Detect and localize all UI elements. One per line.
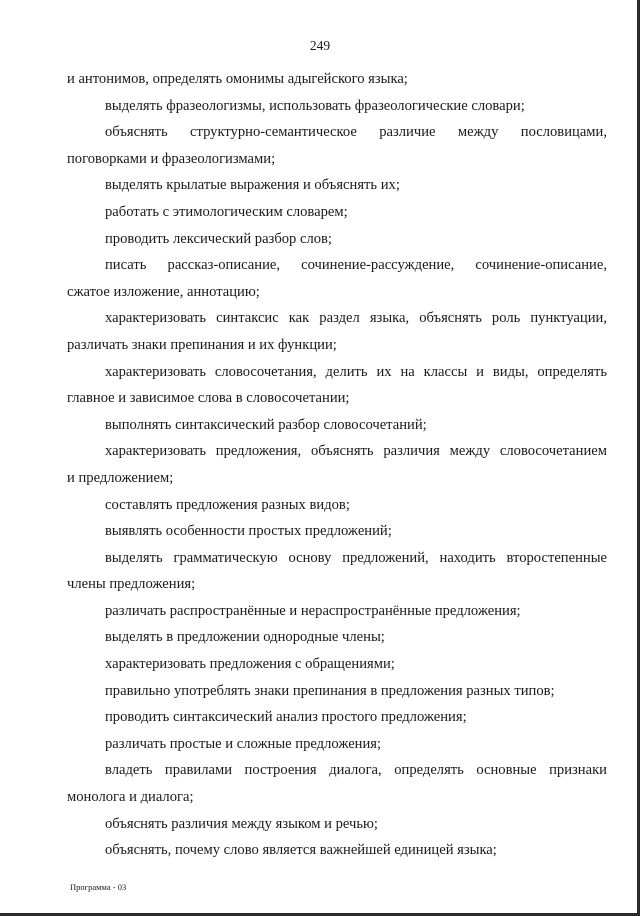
text-line: и антонимов, определять омонимы адыгейского языка; [67,71,408,87]
text-line: писать рассказ-описание, сочинение-рассуждение, сочинение-описание, [105,257,607,274]
text-line: выполнять синтаксический разбор словосочетаний; [105,416,427,433]
text-line: различать распространённые и нераспространённые предложения; [105,602,521,619]
text-line: сжатое изложение, аннотацию; [67,283,260,300]
text-line: владеть правилами построения диалога, определять основные признаки [105,762,607,779]
text-line: характеризовать синтаксис как раздел языка, объяснять роль пунктуации, [105,310,607,327]
text-line: различать знаки препинания и их функции; [67,336,337,353]
text-line: правильно употреблять знаки препинания в предложения разных типов; [105,682,555,699]
text-line: монолога и диалога; [67,789,194,806]
text-line: различать простые и сложные предложения; [105,735,382,752]
text-line: характеризовать словосочетания, делить их на классы и виды, определять [105,363,607,380]
footer-label: Программа - 03 [70,882,127,892]
text-line: выделять крылатые выражения и объяснять их; [105,177,400,194]
text-line: объяснять, почему слово является важнейшей единицей языка; [105,842,497,859]
text-line: объяснять различия между языком и речью; [105,815,378,832]
text-line: выделять грамматическую основу предложений, находить второстепенные [105,549,607,566]
text-line: проводить синтаксический анализ простого предложения; [105,709,467,726]
page-number: 249 [309,38,331,53]
text-line: составлять предложения разных видов; [105,496,350,513]
text-line: выявлять особенности простых предложений; [105,523,392,540]
text-line: поговорками и фразеологизмами; [67,150,276,167]
text-line: характеризовать предложения, объяснять различия между словосочетанием [105,443,607,460]
text-line: проводить лексический разбор слов; [105,230,332,247]
text-line: члены предложения; [67,576,196,593]
text-line: и предложением; [67,469,174,486]
text-line: характеризовать предложения с обращениями; [105,656,395,673]
text-line: объяснять структурно-семантическое различие между пословицами, [105,124,607,141]
text-line: выделять в предложении однородные члены; [105,629,385,646]
text-line: работать с этимологическим словарем; [105,203,348,220]
text-line: выделять фразеологизмы, использовать фразеологические словари; [105,97,525,114]
body-text [67,66,607,864]
text-line: главное и зависимое слова в словосочетании; [67,390,350,407]
